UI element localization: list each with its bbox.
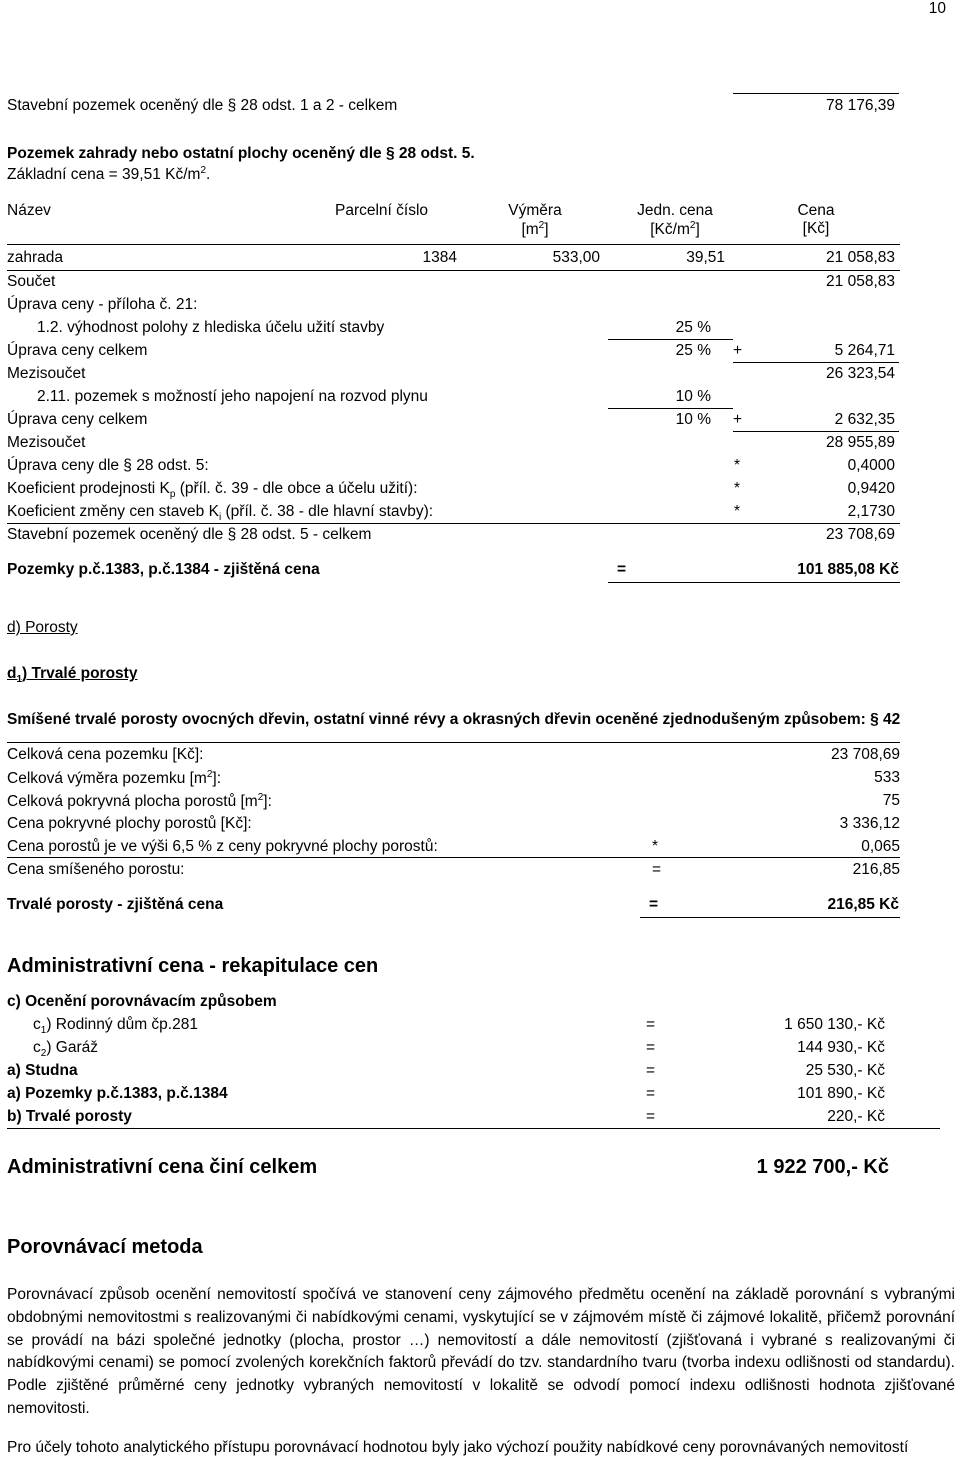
ki-sign: * [734, 503, 741, 520]
sum-label: Součet [7, 273, 56, 290]
recap-row-value: 101 890,- Kč [797, 1085, 885, 1102]
porosty-row-label: Celková výměra pozemku $[m^2]$: [7, 769, 222, 788]
s3-sign: = [617, 561, 627, 578]
porosty-row-value: 533 [874, 769, 900, 786]
adj1-value: 5 264,71 [834, 342, 895, 359]
adj-title: Úprava ceny - příloha č. 21: [7, 296, 198, 313]
adj3-value: 0,4000 [847, 457, 895, 474]
s2-title: Pozemek zahrady nebo ostatní plochy oceněný dle § 28 odst. 5. [7, 145, 475, 162]
sum-value: 21 058,83 [826, 273, 895, 290]
recap-total-label: Administrativní cena činí celkem [7, 1156, 318, 1178]
recap-row-label: $c_2$) Garáž [33, 1039, 98, 1060]
recap-row-label: $c_1$) Rodinný dům čp.281 [33, 1016, 198, 1037]
adj1-total-pct: 25 % [675, 342, 711, 359]
row-area: 533,00 [552, 249, 600, 266]
adj2-rule [608, 408, 733, 409]
s2-total-label: Stavební pozemek oceněný dle § 28 odst. 5 - celkem [7, 526, 372, 543]
compare-paragraph-1: Porovnávací způsob ocenění nemovitostí spočívá ve stanovení ceny zájmového předmětu ocenění na základě porovnání s vybranými obdobnými nemovitostmi s realizovanými či nabídkovými cenami, vyskytující se v zájmovém místě či zájmové lokalitě, přičemž porovnání se provádí na bázi společné jednotky (plocha, prostor …) nemovitostí a dále nemovitostí (zjišťovaná i vybrané s realizovanými či nabídkovými cenami) se pomocí zvolených korekčních faktorů převádí do tzv. standardního tvaru (tvorba indexu odlišnosti od standardu). Podle zjištěné průměrné ceny jednotky vybraných nemovitostí v lokalitě se odvodí pomocí indexu odlišnosti hodnota zjišťované nemovitosti. [7, 1286, 955, 1417]
adj1-pct: 25 % [675, 319, 711, 336]
sub1-label: Mezisoučet [7, 365, 86, 382]
s2-total-value: 23 708,69 [826, 526, 895, 543]
porosty-title: Smíšené trvalé porosty ovocných dřevin, ostatní vinné révy a okrasných dřevin oceněné zjednodušeným způsobem: § 42 [7, 711, 901, 728]
ki-value: 2,1730 [847, 503, 895, 520]
adj2-sign: + [733, 411, 743, 428]
porosty-row-value: 0,065 [861, 838, 900, 855]
col-header-price: Cena [Kč] [797, 202, 835, 237]
ki-label: Koeficient změny cen staveb $K_i$ (příl. č. 38 - dle hlavní stavby): [7, 503, 434, 524]
col-header-parcel: Parcelní číslo [335, 202, 429, 219]
row-parcel: 1384 [422, 249, 457, 266]
recap-row-sign: = [646, 1108, 656, 1125]
kp-value: 0,9420 [847, 480, 895, 497]
recap-row-label: b) Trvalé porosty [7, 1108, 132, 1125]
col-header-name: Název [7, 202, 51, 219]
sum-rule [733, 93, 899, 94]
adj2-label: 2.11. pozemek s možností jeho napojení na rozvod plynu [37, 388, 428, 405]
sub2-label: Mezisoučet [7, 434, 86, 451]
porosty-pre-total-rule [7, 857, 900, 858]
page-number: 10 [928, 0, 946, 17]
recap-rule [7, 1128, 940, 1129]
porosty-row-label: Cena smíšeného porostu: [7, 861, 185, 878]
recap-row-sign: = [646, 1016, 656, 1033]
adj1-sign: + [733, 342, 743, 359]
adj1-sum-rule [733, 362, 899, 363]
porosty-total-label: Trvalé porosty - zjištěná cena [7, 896, 224, 913]
porosty-total-rule [640, 917, 900, 918]
recap-row-value: 1 650 130,- Kč [784, 1016, 885, 1033]
recap-row-label: a) Studna [7, 1062, 78, 1079]
adj1-rule [608, 339, 733, 340]
porosty-row-label: Cena pokryvné plochy porostů [Kč]: [7, 815, 252, 832]
porosty-row-value: 3 336,12 [839, 815, 900, 832]
recap-heading: Administrativní cena - rekapitulace cen [7, 955, 379, 977]
s1-value: 78 176,39 [826, 97, 895, 114]
recap-row-value: 144 930,- Kč [797, 1039, 885, 1056]
recap-total-value: 1 922 700,- Kč [756, 1156, 889, 1178]
adj2-value: 2 632,35 [834, 411, 895, 428]
recap-row-value: 25 530,- Kč [805, 1062, 885, 1079]
porosty-row-sign: = [652, 861, 662, 878]
header-rule [7, 244, 900, 245]
adj2-total-label: Úprava ceny celkem [7, 411, 148, 428]
recap-row-value: 220,- Kč [827, 1108, 885, 1125]
porosty-total-value: 216,85 Kč [827, 896, 899, 913]
porosty-row-label: Cena porostů je ve výši 6,5 % z ceny pokryvné plochy porostů: [7, 838, 438, 855]
porosty-row-label: Celková cena pozemku [Kč]: [7, 746, 204, 763]
row-rule [7, 270, 900, 271]
kp-sign: * [734, 480, 741, 497]
recap-row-sign: = [646, 1039, 656, 1056]
row-name: zahrada [7, 249, 64, 266]
adj3-label: Úprava ceny dle § 28 odst. 5: [7, 457, 209, 474]
porosty-subheading: $d_1$) Trvalé porosty [7, 665, 138, 686]
ki-rule [7, 523, 900, 524]
s1-label: Stavební pozemek oceněný dle § 28 odst. 1 a 2 - celkem [7, 97, 398, 114]
adj3-sign: * [734, 457, 741, 474]
compare-paragraph-2: Pro účely tohoto analytického přístupu porovnávací hodnotou byly jako výchozí použity nabídkové ceny porovnávaných nemovitostí [7, 1439, 909, 1456]
sub1-value: 26 323,54 [826, 365, 895, 382]
adj2-total-pct: 10 % [675, 411, 711, 428]
s3-label: Pozemky p.č.1383, p.č.1384 - zjištěná cena [7, 561, 320, 578]
porosty-total-sign: = [649, 896, 659, 913]
recap-row-label: a) Pozemky p.č.1383, p.č.1384 [7, 1085, 228, 1102]
compare-heading: Porovnávací metoda [7, 1236, 203, 1258]
porosty-row-value: 216,85 [852, 861, 900, 878]
adj2-pct: 10 % [675, 388, 711, 405]
porosty-top-rule [7, 742, 900, 743]
recap-row-sign: = [646, 1062, 656, 1079]
porosty-row-sign: * [652, 838, 659, 855]
col-header-unit-price: Jedn. cena $[Kč/m^2]$ [637, 202, 713, 239]
porosty-row-value: 23 708,69 [831, 746, 900, 763]
s3-value: 101 885,08 Kč [797, 561, 899, 578]
adj1-total-label: Úprava ceny celkem [7, 342, 148, 359]
s2-base-price: Základní cena = 39,51 $Kč/m^2$. [7, 165, 211, 184]
s3-rule [608, 582, 900, 583]
recap-row-sign: = [646, 1085, 656, 1102]
row-price: 21 058,83 [826, 249, 895, 266]
kp-label: Koeficient prodejnosti $K_p$ (příl. č. 39 - dle obce a účelu užití): [7, 480, 418, 501]
recap-subheading: c) Ocenění porovnávacím způsobem [7, 993, 277, 1010]
adj2-sum-rule [733, 431, 899, 432]
porosty-heading: d) Porosty [7, 619, 78, 636]
sub2-value: 28 955,89 [826, 434, 895, 451]
porosty-row-value: 75 [882, 792, 900, 809]
adj1-label: 1.2. výhodnost polohy z hlediska účelu užití stavby [37, 319, 385, 336]
col-header-area: Výměra $[m^2]$ [508, 202, 562, 239]
porosty-row-label: Celková pokryvná plocha porostů $[m^2]$: [7, 792, 272, 811]
row-unit-price: 39,51 [686, 249, 725, 266]
